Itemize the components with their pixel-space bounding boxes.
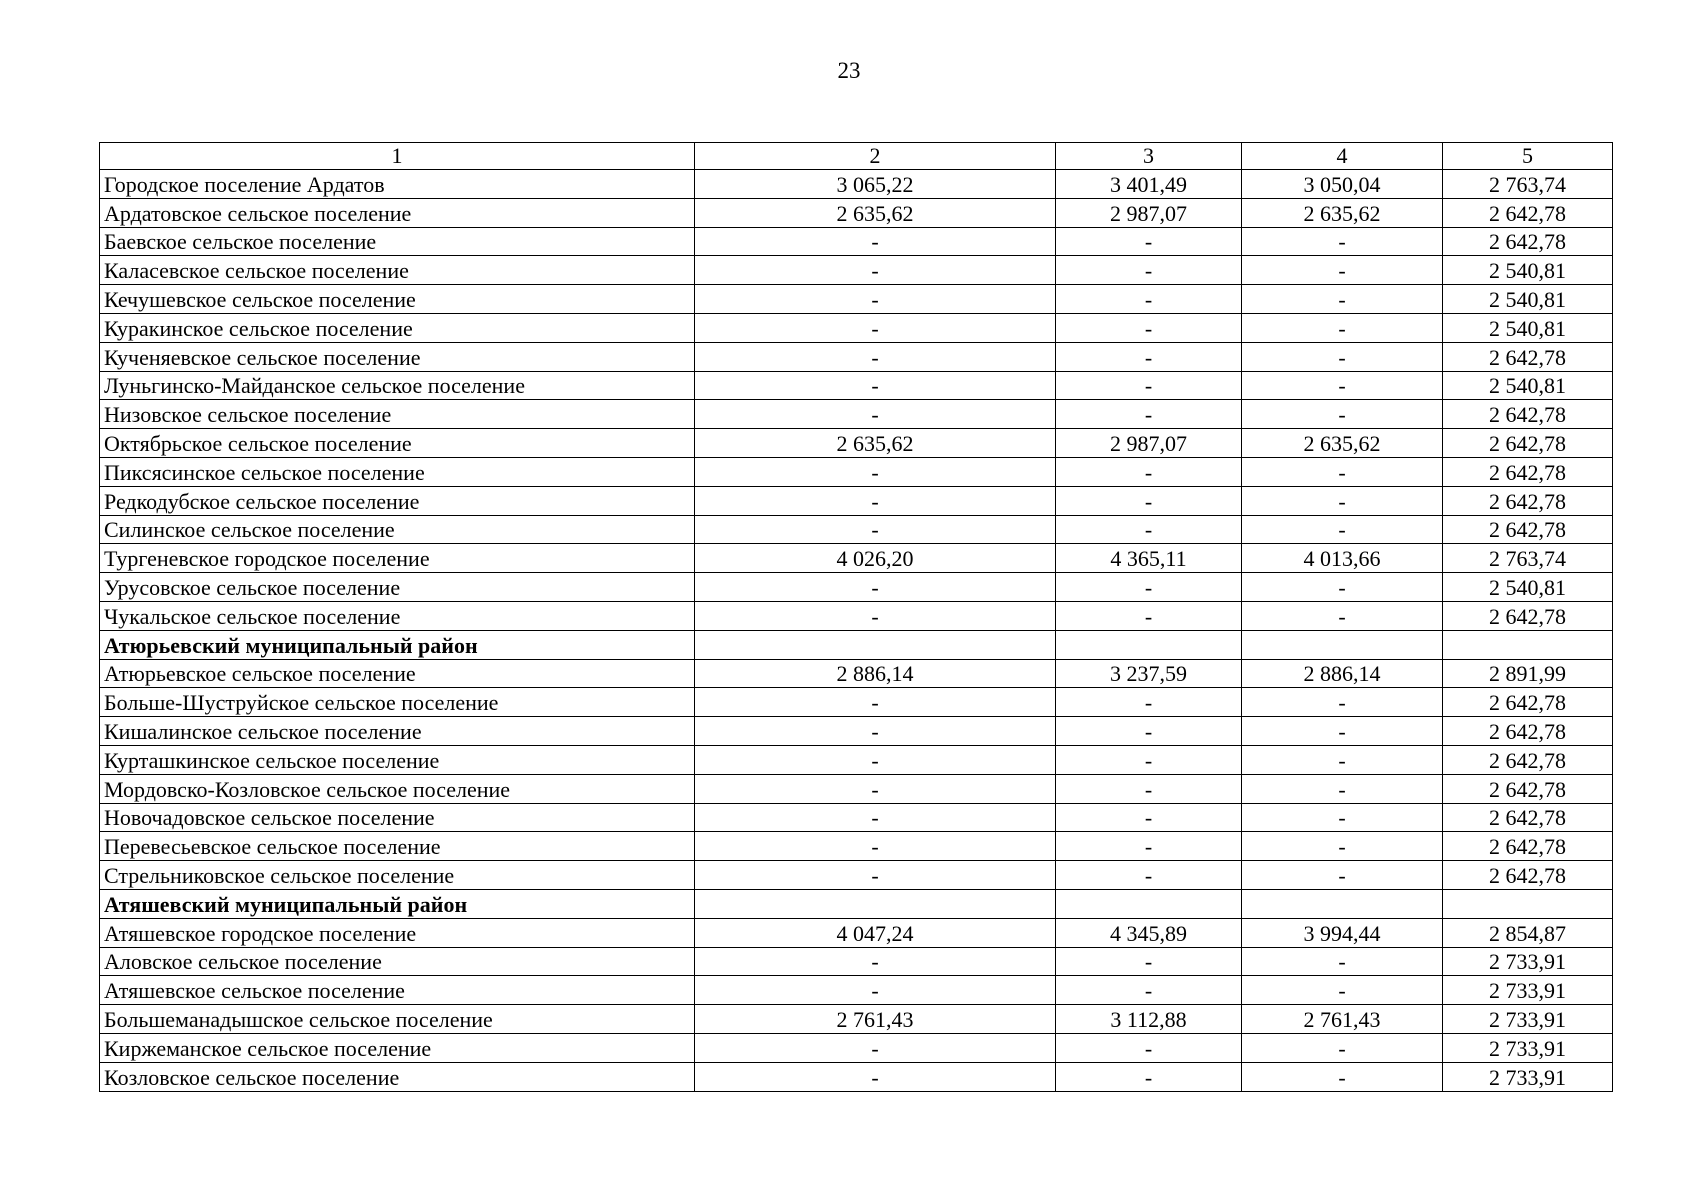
settlement-name-cell: Атяшевское городское поселение [100,918,695,947]
value-cell-col-4: - [1242,832,1443,861]
value-cell-col-4: 2 761,43 [1242,1005,1443,1034]
value-cell-col-2: - [695,457,1056,486]
table-row [100,371,1613,400]
value-cell-col-4: - [1242,285,1443,314]
value-cell-col-4: - [1242,803,1443,832]
value-cell-col-5: 2 642,78 [1443,803,1613,832]
settlement-name-cell: Новочадовское сельское поселение [100,803,695,832]
table-row [100,573,1613,602]
value-cell-col-5: 2 642,78 [1443,601,1613,630]
settlement-name-cell: Кишалинское сельское поселение [100,717,695,746]
value-cell-col-3: - [1056,227,1242,256]
settlement-name-cell: Городское поселение Ардатов [100,170,695,199]
settlement-name-cell: Каласевское сельское поселение [100,256,695,285]
value-cell-col-4 [1242,889,1443,918]
value-cell-col-4: - [1242,1062,1443,1091]
table-row [100,832,1613,861]
value-cell-col-4: - [1242,256,1443,285]
value-cell-col-3: - [1056,601,1242,630]
value-cell-col-3: - [1056,371,1242,400]
value-cell-col-3: - [1056,717,1242,746]
value-cell-col-3: - [1056,861,1242,890]
value-cell-col-5 [1443,630,1613,659]
settlement-name-cell: Баевское сельское поселение [100,227,695,256]
value-cell-col-5: 2 642,78 [1443,400,1613,429]
table-row [100,1005,1613,1034]
value-cell-col-3: - [1056,832,1242,861]
value-cell-col-2: 3 065,22 [695,170,1056,199]
settlement-name-cell: Тургеневское городское поселение [100,544,695,573]
value-cell-col-4: - [1242,573,1443,602]
value-cell-col-3: - [1056,688,1242,717]
value-cell-col-2 [695,889,1056,918]
value-cell-col-3: 4 345,89 [1056,918,1242,947]
table-row [100,256,1613,285]
value-cell-col-5: 2 642,78 [1443,198,1613,227]
value-cell-col-5: 2 642,78 [1443,227,1613,256]
value-cell-col-2: - [695,947,1056,976]
value-cell-col-5: 2 733,91 [1443,947,1613,976]
table-row [100,717,1613,746]
value-cell-col-3: - [1056,313,1242,342]
table-row [100,544,1613,573]
value-cell-col-3: - [1056,486,1242,515]
settlement-name-cell: Атяшевское сельское поселение [100,976,695,1005]
value-cell-col-3: - [1056,256,1242,285]
column-header-1: 1 [100,143,695,170]
value-cell-col-3: 2 987,07 [1056,429,1242,458]
settlement-name-cell: Октябрьское сельское поселение [100,429,695,458]
value-cell-col-4: 2 635,62 [1242,429,1443,458]
value-cell-col-2: 4 047,24 [695,918,1056,947]
value-cell-col-2: - [695,976,1056,1005]
settlement-name-cell: Чукальское сельское поселение [100,601,695,630]
value-cell-col-4: - [1242,861,1443,890]
settlement-name-cell: Редкодубское сельское поселение [100,486,695,515]
value-cell-col-5: 2 642,78 [1443,745,1613,774]
value-cell-col-5: 2 642,78 [1443,832,1613,861]
value-cell-col-2: 4 026,20 [695,544,1056,573]
value-cell-col-3 [1056,630,1242,659]
value-cell-col-5: 2 763,74 [1443,544,1613,573]
value-cell-col-2: - [695,774,1056,803]
settlement-name-cell: Большеманадышское сельское поселение [100,1005,695,1034]
value-cell-col-3: - [1056,342,1242,371]
value-cell-col-4: - [1242,227,1443,256]
table-row [100,400,1613,429]
value-cell-col-5: 2 540,81 [1443,573,1613,602]
value-cell-col-5: 2 733,91 [1443,1005,1613,1034]
value-cell-col-5: 2 854,87 [1443,918,1613,947]
settlement-name-cell: Аловское сельское поселение [100,947,695,976]
settlement-name-cell: Низовское сельское поселение [100,400,695,429]
value-cell-col-4: 3 050,04 [1242,170,1443,199]
value-cell-col-4: - [1242,688,1443,717]
value-cell-col-3: 3 401,49 [1056,170,1242,199]
value-cell-col-5: 2 733,91 [1443,976,1613,1005]
value-cell-col-4: 2 635,62 [1242,198,1443,227]
value-cell-col-2: 2 635,62 [695,429,1056,458]
value-cell-col-3: - [1056,400,1242,429]
value-cell-col-2: - [695,313,1056,342]
value-cell-col-2: - [695,803,1056,832]
settlement-name-cell: Силинское сельское поселение [100,515,695,544]
value-cell-col-3: 2 987,07 [1056,198,1242,227]
table-row [100,457,1613,486]
column-header-5: 5 [1443,143,1613,170]
value-cell-col-2: - [695,486,1056,515]
value-cell-col-4: - [1242,947,1443,976]
value-cell-col-3: 3 237,59 [1056,659,1242,688]
settlement-name-cell: Больше-Шуструйское сельское поселение [100,688,695,717]
settlement-name-cell: Кечушевское сельское поселение [100,285,695,314]
value-cell-col-2: - [695,688,1056,717]
value-cell-col-2: - [695,285,1056,314]
value-cell-col-4: 3 994,44 [1242,918,1443,947]
value-cell-col-5: 2 642,78 [1443,342,1613,371]
table-row [100,861,1613,890]
table-row [100,342,1613,371]
district-name-cell: Атюрьевский муниципальный район [100,630,695,659]
table-row [100,429,1613,458]
value-cell-col-4: - [1242,342,1443,371]
value-cell-col-3: - [1056,573,1242,602]
value-cell-col-5: 2 540,81 [1443,256,1613,285]
table-body [100,170,1613,1092]
value-cell-col-4: - [1242,486,1443,515]
table-row [100,170,1613,199]
table-row [100,659,1613,688]
value-cell-col-2: - [695,745,1056,774]
value-cell-col-5: 2 642,78 [1443,774,1613,803]
settlement-name-cell: Пиксясинское сельское поселение [100,457,695,486]
tariff-table [99,142,1613,1092]
value-cell-col-4: - [1242,515,1443,544]
table-row [100,803,1613,832]
value-cell-col-3: - [1056,774,1242,803]
value-cell-col-2: 2 761,43 [695,1005,1056,1034]
value-cell-col-2: - [695,861,1056,890]
value-cell-col-3: - [1056,976,1242,1005]
page-number: 23 [837,58,861,83]
value-cell-col-4: - [1242,457,1443,486]
value-cell-col-4: - [1242,976,1443,1005]
value-cell-col-3: 4 365,11 [1056,544,1242,573]
value-cell-col-2: - [695,832,1056,861]
value-cell-col-2: - [695,515,1056,544]
settlement-name-cell: Козловское сельское поселение [100,1062,695,1091]
value-cell-col-4: - [1242,601,1443,630]
table-row [100,688,1613,717]
settlement-name-cell: Перевесьевское сельское поселение [100,832,695,861]
value-cell-col-5: 2 642,78 [1443,717,1613,746]
value-cell-col-2: - [695,400,1056,429]
value-cell-col-2: - [695,1062,1056,1091]
header-row [100,143,1613,170]
table-row [100,313,1613,342]
value-cell-col-3: - [1056,745,1242,774]
value-cell-col-4: 2 886,14 [1242,659,1443,688]
value-cell-col-4: - [1242,1033,1443,1062]
table-row [100,947,1613,976]
value-cell-col-2: - [695,371,1056,400]
value-cell-col-5: 2 540,81 [1443,285,1613,314]
settlement-name-cell: Стрельниковское сельское поселение [100,861,695,890]
value-cell-col-2: - [695,342,1056,371]
value-cell-col-4: - [1242,717,1443,746]
value-cell-col-3: 3 112,88 [1056,1005,1242,1034]
settlement-name-cell: Куракинское сельское поселение [100,313,695,342]
value-cell-col-3: - [1056,947,1242,976]
settlement-name-cell: Курташкинское сельское поселение [100,745,695,774]
value-cell-col-3 [1056,889,1242,918]
value-cell-col-3: - [1056,515,1242,544]
value-cell-col-5: 2 642,78 [1443,486,1613,515]
settlement-name-cell: Луньгинско-Майданское сельское поселение [100,371,695,400]
value-cell-col-4: - [1242,371,1443,400]
table-row [100,515,1613,544]
table-row [100,285,1613,314]
value-cell-col-2: - [695,1033,1056,1062]
value-cell-col-5: 2 733,91 [1443,1033,1613,1062]
table-row [100,1062,1613,1091]
settlement-name-cell: Ардатовское сельское поселение [100,198,695,227]
value-cell-col-5: 2 642,78 [1443,688,1613,717]
table-row [100,601,1613,630]
settlement-name-cell: Мордовско-Козловское сельское поселение [100,774,695,803]
value-cell-col-4: - [1242,313,1443,342]
value-cell-col-5: 2 733,91 [1443,1062,1613,1091]
value-cell-col-5: 2 642,78 [1443,861,1613,890]
value-cell-col-2: - [695,601,1056,630]
table-row [100,976,1613,1005]
value-cell-col-5: 2 642,78 [1443,515,1613,544]
table-row [100,198,1613,227]
value-cell-col-2: 2 635,62 [695,198,1056,227]
value-cell-col-2: 2 886,14 [695,659,1056,688]
value-cell-col-5: 2 540,81 [1443,313,1613,342]
value-cell-col-2 [695,630,1056,659]
value-cell-col-5 [1443,889,1613,918]
value-cell-col-5: 2 763,74 [1443,170,1613,199]
value-cell-col-3: - [1056,1062,1242,1091]
column-header-4: 4 [1242,143,1443,170]
table-row [100,227,1613,256]
value-cell-col-4: 4 013,66 [1242,544,1443,573]
value-cell-col-2: - [695,256,1056,285]
settlement-name-cell: Кученяевское сельское поселение [100,342,695,371]
value-cell-col-2: - [695,717,1056,746]
section-row [100,889,1613,918]
value-cell-col-4 [1242,630,1443,659]
value-cell-col-2: - [695,573,1056,602]
table-row [100,745,1613,774]
settlement-name-cell: Урусовское сельское поселение [100,573,695,602]
value-cell-col-3: - [1056,1033,1242,1062]
district-name-cell: Атяшевский муниципальный район [100,889,695,918]
table-row [100,774,1613,803]
value-cell-col-5: 2 891,99 [1443,659,1613,688]
table-row [100,1033,1613,1062]
value-cell-col-5: 2 540,81 [1443,371,1613,400]
value-cell-col-3: - [1056,803,1242,832]
value-cell-col-4: - [1242,400,1443,429]
table-row [100,918,1613,947]
value-cell-col-2: - [695,227,1056,256]
value-cell-col-4: - [1242,745,1443,774]
section-row [100,630,1613,659]
settlement-name-cell: Киржеманское сельское поселение [100,1033,695,1062]
settlement-name-cell: Атюрьевское сельское поселение [100,659,695,688]
value-cell-col-3: - [1056,285,1242,314]
value-cell-col-5: 2 642,78 [1443,429,1613,458]
table-row [100,486,1613,515]
value-cell-col-5: 2 642,78 [1443,457,1613,486]
column-header-3: 3 [1056,143,1242,170]
value-cell-col-4: - [1242,774,1443,803]
value-cell-col-3: - [1056,457,1242,486]
column-header-2: 2 [695,143,1056,170]
